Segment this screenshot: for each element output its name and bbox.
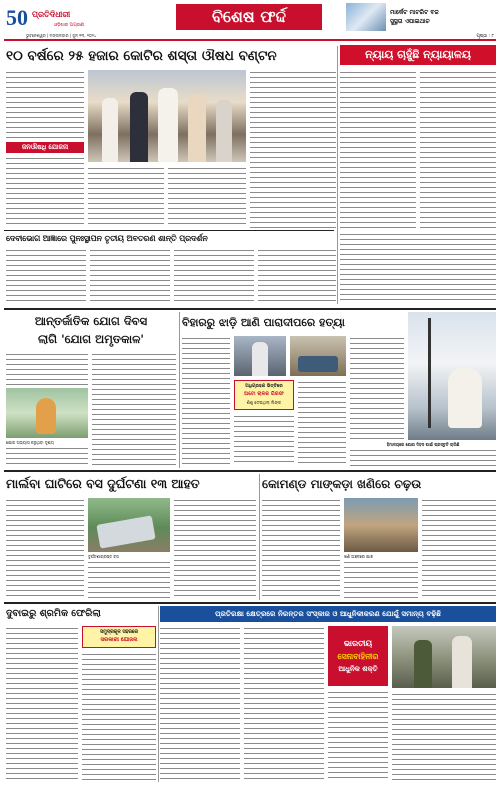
yoga-headline-1: ଆନ୍ତର୍ଜାତିକ ଯୋଗ ଦିବସ [34, 314, 148, 328]
defence-headline: ପ୍ରତିରକ୍ଷା କ୍ଷେତ୍ରରେ ନିରନ୍ତର ସଂସ୍କାର ଓ ଆଧୁନିକୀକରଣ ଯୋଗୁଁ ସମାନ୍ୟ ବଢ଼ିଛି [215, 609, 441, 618]
main-story-text-3 [88, 166, 164, 228]
court-headline: ନ୍ୟାୟ ଚାହୁଁଛି ନ୍ୟାୟାଳୟ [365, 48, 471, 61]
main-story-text-5 [250, 70, 336, 228]
column-rule-3 [259, 474, 260, 600]
main-story-text-1 [6, 70, 84, 140]
defence-text-4 [392, 692, 496, 782]
bus-text-3 [174, 498, 256, 598]
photo-person-5 [216, 100, 232, 162]
yoga-caption: ଯୋଗ ଅଭ୍ୟାସ କରୁଥିବା ଦୃଶ୍ୟ [6, 440, 54, 445]
yogi-figure [448, 368, 482, 428]
column-rule-1 [337, 46, 338, 304]
promo-box [346, 3, 496, 31]
jan-aushadhi-label: ଜନଔଷଧି ଯୋଜନା [21, 143, 69, 151]
bus-text-2 [88, 560, 170, 598]
smart-city-box [82, 626, 156, 648]
bihar-box-line2: ଅଟୋ ଚାଳକ ଗିରଫ [244, 391, 284, 397]
konark-headline: କୋମଣ୍ଡ ମାଙ୍କଡ଼ା ଖଣିରେ ଚଢ଼ଉ [262, 477, 422, 491]
main-story-text-2 [6, 156, 84, 228]
army-box-line2: ସେନାବାହିନୀର [337, 651, 379, 661]
yogi-photo [408, 312, 496, 440]
court-story-text-3 [340, 232, 496, 304]
smart-box-line2: ସରକାରୀ ଯୋଜନା [100, 637, 138, 643]
army-box [328, 626, 388, 686]
logo-number: 50 [6, 5, 28, 30]
section-title: ବିଶେଷ ଫର୍ଦ୍ଦ [212, 7, 286, 26]
yoga-figure [36, 398, 56, 434]
mine-text-2 [344, 560, 418, 598]
defence-text-1 [160, 626, 240, 782]
bus-headline: ମାର୍ଲବା ଘାଟିରେ ବସ ଦୁର୍ଘଟଣା ୧୩ ଆହତ [6, 476, 200, 491]
bihar-photo-2 [290, 336, 346, 376]
logo-name: ପ୍ରତିଦିଧୀରୀ [32, 10, 71, 19]
yogi-caption: ହିମାଳୟରେ ଯୋଗ ଦିବସ ପାଇଁ ପ୍ରସ୍ତୁତି ଚାଲିଛି [386, 442, 460, 447]
logo-tagline: ଓଡ଼ିଶାର ଅଗ୍ରଣୀ [54, 23, 85, 28]
bus-text-1 [6, 498, 84, 598]
date-line: ଭୁବନେଶ୍ୱର | ମଙ୍ଗଳବାର | ଜୁନ୍ ୧୩, ୨୦୨୪ [26, 33, 97, 38]
bihar-text-3 [234, 414, 294, 466]
promo-line1: ମାର୍କେଟ ମାଟରିଟ ବଜ [390, 9, 439, 16]
column-rule-4 [158, 606, 159, 782]
bihar-text-4 [350, 336, 404, 440]
section-rule-2 [4, 470, 496, 472]
army-box-line1: ଭାରତୀୟ [343, 638, 373, 648]
mine-caption: ଖଣି ଅଞ୍ଚଳରେ ଯାଞ୍ଚ [344, 554, 373, 559]
section-rule-3 [4, 602, 496, 604]
photo-person-4 [188, 94, 206, 162]
defence-headline-box [160, 606, 496, 622]
column-rule-2 [179, 312, 180, 468]
bus-caption: ଦୁର୍ଘଟଣାଗ୍ରସ୍ତ ବସ [88, 554, 119, 559]
yoga-text-1 [6, 352, 88, 386]
tunnel-text-1 [6, 626, 78, 782]
yogi-text [350, 448, 496, 466]
main-headline: ୧୦ ବର୍ଷରେ ୨୫ ହଜାର କୋଟିର ଶସ୍ତା ଔଷଧ ବଣ୍ଟନ [6, 48, 277, 64]
section-title-box [176, 4, 322, 30]
tunnel-headline: ଦୁବାଇରୁ ଶ୍ରମିକ ଫେରିଲା [6, 608, 101, 619]
strip-text-2 [90, 248, 170, 304]
bus-shape [96, 515, 155, 548]
court-headline-box [340, 45, 496, 65]
bihar-text-2 [298, 380, 346, 466]
logo [6, 5, 106, 31]
strip-text-3 [174, 248, 254, 304]
defence-text-2 [244, 626, 324, 782]
yoga-text-3 [92, 352, 176, 466]
main-story-photo [88, 70, 246, 162]
section-rule-1 [4, 308, 496, 310]
bihar-info-box [234, 380, 294, 410]
army-box-line3: ଆଧୁନିକ ଶକ୍ତି [338, 664, 378, 673]
masthead [0, 0, 500, 38]
defence-figure-2 [452, 636, 472, 688]
masthead-rule [4, 39, 496, 41]
bihar-photo-1-person [252, 342, 268, 376]
bus-photo [88, 498, 170, 552]
bihar-photo-2-vehicle [298, 356, 338, 372]
court-story-text-1 [340, 70, 416, 228]
trishul-icon [428, 318, 431, 428]
promo-line2: ସୁସ୍ଥତା ଏପାଇଥାଚ [390, 18, 430, 25]
mine-text-3 [422, 498, 496, 598]
mine-photo [344, 498, 418, 552]
bihar-headline: ବିହାରରୁ ଝାଡ଼ି ଆଣି ପାରାଦୀପରେ ହତ୍ୟା [182, 316, 345, 329]
jan-aushadhi-label-box [6, 142, 84, 153]
promo-photo [346, 3, 386, 31]
smart-box-line1: ସମୁଦ୍ରକୂଳ ସହରରେ [100, 630, 138, 635]
defence-photo [392, 626, 496, 688]
bihar-box-line1: ଅଧିଗ୍ରହଣ ଭିତ୍ତିରେ [245, 384, 283, 389]
court-story-text-2 [420, 70, 496, 228]
page-label: ପୃଷ୍ଠା : ୮ [476, 34, 494, 39]
photo-person-1 [102, 98, 118, 162]
yoga-photo [6, 388, 88, 438]
strip-rule [4, 230, 334, 231]
main-story-text-4 [168, 166, 246, 228]
tunnel-text-2 [82, 652, 156, 782]
strip-text-1 [6, 248, 86, 304]
photo-person-2 [130, 92, 148, 162]
defence-figure-1 [414, 640, 432, 688]
photo-person-3 [158, 88, 178, 162]
defence-text-3 [328, 690, 388, 782]
bihar-photo-1 [234, 336, 286, 376]
strip-text-4 [258, 248, 336, 304]
yoga-headline-2: ଲାଗି 'ଯୋଗ ଅମୃତକାଳ' [38, 332, 144, 346]
bihar-text-1 [182, 336, 230, 466]
mine-text-1 [262, 498, 340, 598]
yoga-text-2 [6, 446, 88, 466]
strip-headline: ଦେବୀଭୋଗ ଆଜ୍ଞାରେ ପୁନଃସ୍ଥାପନ ତୃତୀୟ ଅବତରଣ ଶାନ୍ତି ପ୍ରଦର୍ଶନ [6, 234, 208, 243]
bihar-box-line3: ଶିଶୁ ଦେଇଥିଲା ଲିଙ୍କ [246, 400, 282, 405]
